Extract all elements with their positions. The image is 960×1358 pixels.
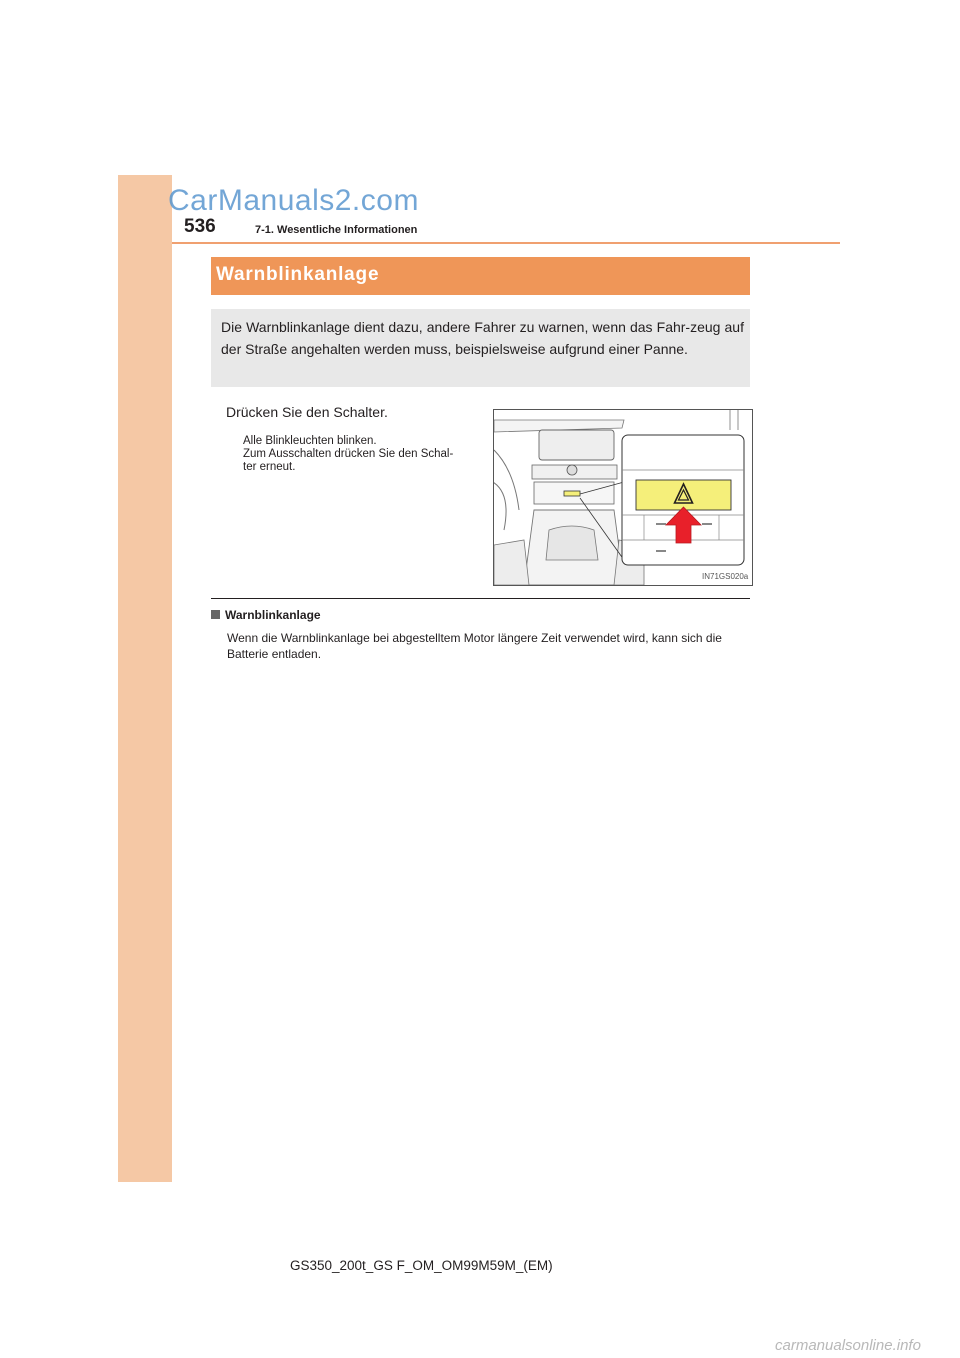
- watermark-logo-top[interactable]: CarManuals2.com: [168, 184, 419, 217]
- section-divider: [211, 598, 750, 599]
- step-instruction: Drücken Sie den Schalter.: [226, 404, 388, 420]
- info-body: Wenn die Warnblinkanlage bei abgestelltem Motor längere Zeit verwendet wird, kann sich die Batterie entladen.: [227, 631, 722, 661]
- info-heading: Warnblinkanlage: [225, 608, 321, 622]
- step-note: [243, 435, 481, 474]
- section-title: Warnblinkanlage: [216, 264, 380, 285]
- intro-text: Die Warnblinkanlage dient dazu, andere Fahrer zu warnen, wenn das Fahr-zeug auf der Straße angehalten werden muss, beispielsweise aufgrund einer Panne.: [221, 319, 744, 357]
- square-bullet-icon: [211, 610, 220, 619]
- side-color-strip: [118, 175, 172, 1182]
- page-number: 536: [184, 216, 216, 237]
- step-note-line: ter erneut.: [243, 461, 296, 473]
- figure-code: IN71GS020a: [702, 572, 749, 581]
- dashboard-illustration: [493, 409, 753, 586]
- watermark-bottom[interactable]: carmanualsonline.info: [775, 1337, 921, 1354]
- chapter-title: 7-1. Wesentliche Informationen: [255, 224, 418, 236]
- header-rule: [172, 242, 840, 244]
- dashboard-drawing: [494, 410, 752, 585]
- step-note-line: Alle Blinkleuchten blinken.: [243, 435, 377, 447]
- document-code: GS350_200t_GS F_OM_OM99M59M_(EM): [290, 1258, 553, 1273]
- step-note-line: Zum Ausschalten drücken Sie den Schal-: [243, 448, 454, 460]
